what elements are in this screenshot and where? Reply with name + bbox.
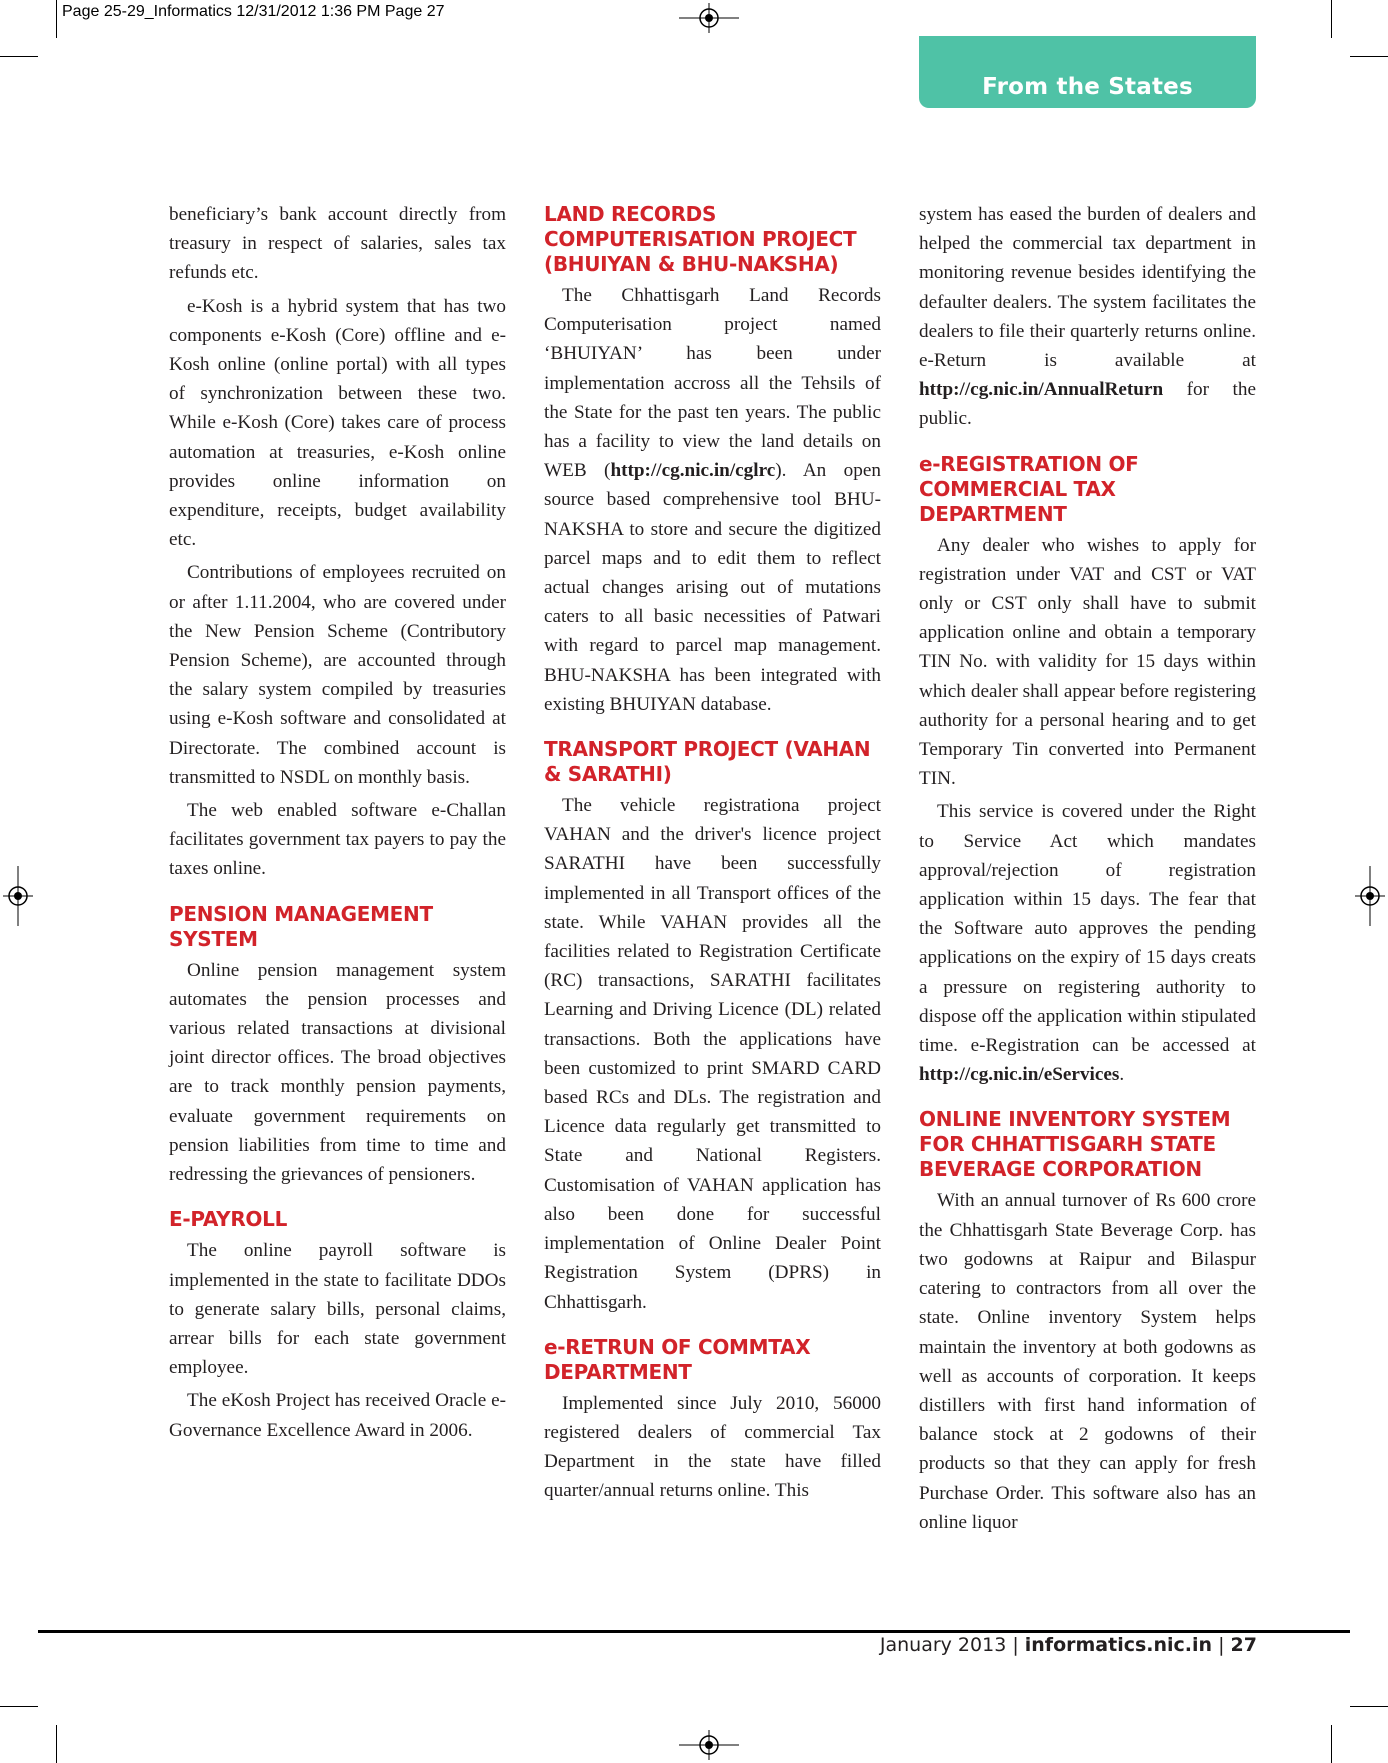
section-heading-payroll: E-PAYROLL	[169, 1207, 288, 1232]
text: .	[1119, 1064, 1125, 1086]
paragraph	[919, 200, 1256, 434]
paragraph: The online payroll software is implemented in the state to facilitate DDOs to generate salary bills, personal claims, arrear bills for each state government employee.	[169, 1240, 506, 1379]
page-number: 27	[1230, 1634, 1257, 1656]
footer-separator: |	[1212, 1634, 1231, 1656]
footer-issue: January 2013 |	[879, 1634, 1025, 1656]
column-3	[919, 200, 1256, 1541]
text: system has eased the burden of dealers and helped the commercial tax department in monitoring revenue besides identifying the defaulter dealers. The system facilitates the dealers to file their quarterly returns online. e-Return is available at	[919, 204, 1256, 372]
paragraph: Online pension management system automates the pension processes and various related transactions at divisional joint director offices. The broad objectives are to track monthly pension payments, evaluate government requirements on pension liabilities from time to time and redressing the grievances of pensioners.	[169, 959, 506, 1186]
crop-mark	[1350, 56, 1388, 57]
paragraph: Contributions of employees recruited on or after 1.11.2004, who are covered under the New Pension Scheme (Contributory Pension Scheme), are accounted through the salary system compiled by treasuries using e-Kosh software and consolidated at Directorate. The combined account is transmitted to NSDL on monthly basis.	[169, 562, 506, 788]
section-tab	[919, 36, 1256, 108]
paragraph	[919, 797, 1256, 1089]
crop-mark	[0, 56, 38, 57]
registration-mark-icon	[679, 3, 739, 33]
text: The Chhattisgarh Land Records Computerisation project named ‘BHUIYAN’ has been under implementation accross all the Tehsils of the State for the past ten years. The public has a facility to view the land details on WEB (	[544, 285, 881, 482]
print-slug: Page 25-29_Informatics 12/31/2012 1:36 PM Page 27	[62, 3, 445, 20]
section-tab-label: From the States	[982, 74, 1193, 100]
paragraph: e-Kosh is a hybrid system that has two components e-Kosh (Core) offline and e-Kosh online (online portal) with all types of synchronization between these two. While e-Kosh (Core) takes care of process automation at treasuries, e-Kosh online provides online information on expenditure, receipts, budget availability etc.	[169, 295, 506, 551]
section-heading-inventory: ONLINE INVENTORY SYSTEM FOR CHHATTISGARH STATE BEVERAGE CORPORATION	[919, 1107, 1231, 1182]
paragraph: The eKosh Project has received Oracle e-Governance Excellence Award in 2006.	[169, 1390, 506, 1441]
footer-rule	[38, 1630, 1350, 1633]
crop-mark	[0, 1706, 38, 1707]
text: for the public.	[919, 379, 1256, 430]
section-heading-land-records: LAND RECORDS COMPUTERISATION PROJECT (BHUIYAN & BHU-NAKSHA)	[544, 202, 857, 276]
url-text: http://cg.nic.in/AnnualReturn	[919, 379, 1164, 401]
column-2	[544, 200, 881, 1510]
url-text: http://cg.nic.in/cglrc	[610, 460, 776, 482]
crop-mark	[56, 0, 57, 38]
crop-mark	[1350, 1706, 1388, 1707]
crop-mark	[1331, 1725, 1332, 1763]
registration-mark-icon	[679, 1730, 739, 1760]
section-heading-pension: PENSION MANAGEMENT SYSTEM	[169, 901, 433, 951]
paragraph: Any dealer who wishes to apply for registration under VAT and CST or VAT only or CST only shall have to submit application online and obtain a temporary TIN No. with validity for 15 days within which dealer shall appear before registering authority for a personal hearing and to get Temporary Tin converted into Permanent TIN.	[919, 534, 1256, 790]
paragraph: beneficiary’s bank account directly from treasury in respect of salaries, sales tax refunds etc.	[169, 204, 506, 284]
footer	[880, 1634, 1257, 1656]
paragraph: Implemented since July 2010, 56000 registered dealers of commercial Tax Department in the state have filled quarter/annual returns online. This	[544, 1392, 881, 1502]
paragraph	[544, 281, 881, 719]
registration-mark-icon	[1355, 866, 1385, 926]
paragraph: The vehicle registrationa project VAHAN and the driver's licence project SARATHI have been successfully implemented in all Transport offices of the state. While VAHAN provides all the facilities related to Registration Certificate (RC) transactions, SARATHI facilitates Learning and Driving Licence (DL) related transactions. Both the applications have been customized to print SMARD CARD based RCs and DLs. The registration and Licence data regularly get transmitted to State and National Registers. Customisation of VAHAN application has also been done for successful implementation of Online Dealer Point Registration System (DPRS) in Chhattisgarh.	[544, 795, 881, 1313]
column-1	[169, 200, 506, 1449]
section-heading-ereturn: e-RETRUN OF COMMTAX DEPARTMENT	[544, 1334, 811, 1384]
text: This service is covered under the Right to Service Act which mandates approval/rejection of registration application within 15 days. The fear that the Software auto approves the pending applications on the expiry of 15 days creats a pressure on registering authority to dispose off the application within stipulated time. e-Registration can be accessed at	[919, 801, 1256, 1057]
crop-mark	[56, 1725, 57, 1763]
text: ). An open source based comprehensive tool BHU-NAKSHA to store and secure the digitized parcel maps and to edit them to reflect actual changes arising out of mutations caters to all basic necessities of Patwari with regard to parcel map management. BHU-NAKSHA has been integrated with existing BHUIYAN database.	[544, 460, 881, 715]
url-text: http://cg.nic.in/eServices	[919, 1064, 1120, 1086]
paragraph: The web enabled software e-Challan facilitates government tax payers to pay the taxes online.	[169, 800, 506, 880]
section-heading-eregistration: e-REGISTRATION OF COMMERCIAL TAX DEPARTMENT	[919, 451, 1139, 526]
paragraph: With an annual turnover of Rs 600 crore the Chhattisgarh State Beverage Corp. has two godowns at Raipur and Bilaspur catering to contractors from all over the state. Online inventory System helps maintain the inventory at both godowns as well as accounts of corporation. It keeps distillers with first hand information of balance stock at 2 godowns of their products so that they can apply for fresh Purchase Order. This software also has an online liquor	[919, 1190, 1256, 1533]
footer-site: informatics.nic.in	[1024, 1634, 1213, 1656]
crop-mark	[1331, 0, 1332, 38]
section-heading-transport: TRANSPORT PROJECT (VAHAN & SARATHI)	[544, 737, 871, 787]
registration-mark-icon	[3, 866, 33, 926]
